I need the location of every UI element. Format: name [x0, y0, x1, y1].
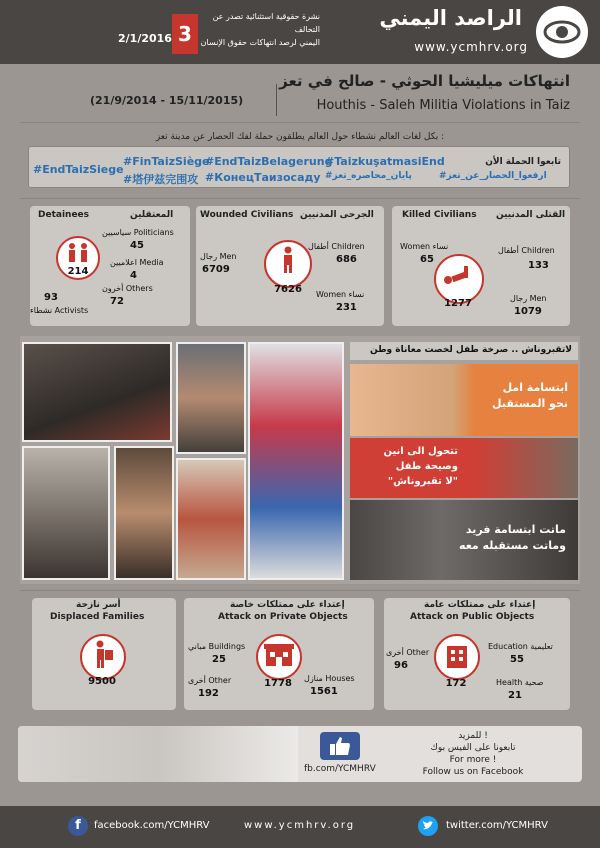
- footer-website-link[interactable]: www.ycmhrv.org: [244, 820, 356, 831]
- header-bar: [0, 0, 600, 64]
- others-label: أخرون Others: [102, 284, 153, 293]
- health-value: 21: [508, 690, 522, 701]
- displaced-title-en: Displaced Families: [50, 612, 145, 622]
- thumbs-up-icon: [320, 732, 360, 760]
- fb-en-more: For more !: [449, 755, 497, 765]
- footer-twitter-link[interactable]: twitter.com/YCMHRV: [446, 820, 548, 831]
- tagline-line-1: نشرة حقوقية استثنائية تصدر عن التحالف: [212, 12, 320, 34]
- killed-children-value: 133: [528, 260, 549, 271]
- page-title-english: Houthis - Saleh Militia Violations in Taiz: [316, 98, 570, 113]
- fb-ar-more: للمزيد !: [458, 731, 488, 741]
- private-title-ar: إعتداء على ممتلكات خاصة: [230, 600, 345, 610]
- detainee-icon: [64, 242, 92, 266]
- facebook-icon: f: [68, 816, 88, 836]
- private-panel: [184, 598, 374, 710]
- wounded-person-icon: [278, 246, 298, 274]
- killed-women-value: 65: [420, 254, 434, 265]
- photo-injured-child: [114, 446, 174, 580]
- eye-logo-icon: [536, 6, 588, 58]
- story-quote-1: ابتسامة امل نحو المستقبل: [492, 381, 568, 410]
- fb-ar-follow: تابعونا على الفيس بوك: [430, 743, 516, 753]
- hashtag[interactable]: #EndTaizSiege: [33, 163, 124, 176]
- public-other-label: أخرى Other: [386, 648, 430, 657]
- twitter-icon: [418, 816, 438, 836]
- killed-women-label: Women نساء: [400, 242, 449, 251]
- wounded-title-en: Wounded Civilians: [200, 210, 294, 220]
- hashtag[interactable]: #EndTaizBelagerung: [205, 155, 333, 168]
- killed-panel: [392, 206, 570, 326]
- wounded-women-label: Women نساء: [316, 290, 365, 299]
- private-other-value: 192: [198, 688, 219, 699]
- private-title-en: Attack on Private Objects: [218, 612, 348, 622]
- wounded-children-value: 686: [336, 254, 357, 265]
- health-label: Health صحية: [496, 678, 544, 687]
- photo-section: [20, 336, 580, 584]
- displaced-title-ar: أسر نازحة: [76, 600, 121, 610]
- wounded-men-label: رجال Men: [200, 252, 237, 261]
- logo-text: الراصد اليمني: [379, 6, 522, 30]
- activists-label: نشطاء Activists: [30, 306, 89, 315]
- header-url[interactable]: www.ycmhrv.org: [414, 40, 528, 54]
- campaign-heading: تابعوا الحملة الأن: [485, 157, 561, 167]
- campaign-box: [28, 146, 570, 188]
- story-photo-smile: [350, 364, 578, 436]
- displaced-total: 9500: [88, 676, 116, 687]
- story-quote-3: ماتت ابتسامة فريد وماتت مستقبله معه: [459, 523, 566, 552]
- hashtag[interactable]: #TaizkuşatmasiEnd: [325, 155, 445, 168]
- detainees-title-ar: المعتقلين: [130, 210, 174, 220]
- hashtag[interactable]: #塔伊兹完围攻: [123, 173, 199, 186]
- photo-bandaged-child: [176, 458, 246, 580]
- campaign-subtitle: بكل لغات العالم نشطاء حول العالم يطلقون حملة لفك الحصار عن مدينة تعز :: [155, 132, 445, 142]
- activists-value: 93: [44, 292, 58, 303]
- page-title-arabic: انتهاكات ميليشيا الحوثي - صالح في تعز: [279, 72, 570, 90]
- story-quote-2: تتحول الى انين وصيحة طفل "لا تقبروناش": [383, 446, 458, 487]
- public-panel: [384, 598, 570, 710]
- public-building-icon: [444, 642, 470, 668]
- wounded-total: 7626: [274, 284, 302, 295]
- stories-header: لاتقبروناش .. صرخة طفل لخصت معاناة وطن: [350, 342, 578, 360]
- politicians-value: 45: [130, 240, 144, 251]
- killed-children-label: أطفال Children: [498, 246, 555, 255]
- public-title-ar: إعتداء على ممتلكات عامة: [424, 600, 536, 610]
- killed-title-ar: القتلى المدنيين: [496, 210, 566, 220]
- detainees-title-en: Detainees: [38, 210, 90, 220]
- title-divider: [276, 84, 277, 116]
- story-photo-cry: [350, 438, 578, 498]
- photo-victims-truck: [22, 342, 172, 442]
- killed-title-en: Killed Civilians: [402, 210, 477, 220]
- facebook-page-link[interactable]: fb.com/YCMHRV: [304, 764, 376, 774]
- politicians-label: سياسيين Politicians: [102, 228, 174, 237]
- public-other-value: 96: [394, 660, 408, 671]
- footer: [0, 806, 600, 848]
- media-label: اعلاميين Media: [110, 258, 164, 267]
- private-total: 1778: [264, 678, 292, 689]
- divider: [20, 590, 580, 591]
- building-icon: [264, 642, 294, 666]
- hashtag[interactable]: #پایان_محاصره_تعز: [325, 171, 412, 181]
- facebook-screenshot: [18, 726, 298, 782]
- wounded-title-ar: الجرحى المدنيين: [300, 210, 374, 220]
- killed-person-icon: [442, 262, 476, 288]
- detainees-total: 214: [67, 266, 89, 277]
- wounded-men-value: 6709: [202, 264, 230, 275]
- houses-label: منازل Houses: [304, 674, 355, 683]
- others-value: 72: [110, 296, 124, 307]
- public-total: 172: [445, 678, 467, 689]
- wounded-children-label: أطفال Children: [308, 242, 365, 251]
- tagline: [200, 10, 320, 49]
- education-value: 55: [510, 654, 524, 665]
- divider: [20, 122, 580, 123]
- education-label: Education تعليمية: [488, 642, 553, 651]
- facebook-banner[interactable]: [18, 726, 582, 782]
- hashtag[interactable]: #ارفعوا_الحصار_عن_تعز: [439, 171, 547, 181]
- photo-child-bed: [176, 342, 246, 454]
- displaced-panel: [32, 598, 176, 710]
- footer-facebook-link[interactable]: facebook.com/YCMHRV: [94, 820, 210, 831]
- date-range: (21/9/2014 - 15/11/2015): [90, 94, 244, 107]
- public-title-en: Attack on Public Objects: [410, 612, 535, 622]
- media-value: 4: [130, 270, 137, 281]
- story-photo-death: [350, 500, 578, 580]
- wounded-panel: [196, 206, 384, 326]
- houses-value: 1561: [310, 686, 338, 697]
- buildings-label: مباني Buildings: [188, 642, 246, 651]
- issue-date: 2/1/2016: [118, 32, 172, 45]
- fb-en-follow: Follow us on Facebook: [422, 767, 524, 777]
- killed-men-label: رجال Men: [510, 294, 547, 303]
- hashtag[interactable]: #FinTaizSiège: [123, 155, 210, 168]
- issue-number: 3: [172, 14, 198, 54]
- buildings-value: 25: [212, 654, 226, 665]
- tagline-line-2: اليمني لرصد انتهاكات حقوق الإنسان: [200, 38, 320, 47]
- photo-child-rubble: [22, 446, 110, 580]
- hashtag[interactable]: #КонецТаизосаду: [205, 171, 321, 184]
- photo-child-hospital: [248, 342, 344, 580]
- wounded-women-value: 231: [336, 302, 357, 313]
- killed-total: 1277: [444, 298, 472, 309]
- divider: [20, 198, 580, 199]
- facebook-follow-text: [418, 730, 528, 778]
- displaced-person-icon: [90, 640, 116, 668]
- detainees-panel: [30, 206, 190, 326]
- private-other-label: أخرى Other: [188, 676, 232, 685]
- killed-men-value: 1079: [514, 306, 542, 317]
